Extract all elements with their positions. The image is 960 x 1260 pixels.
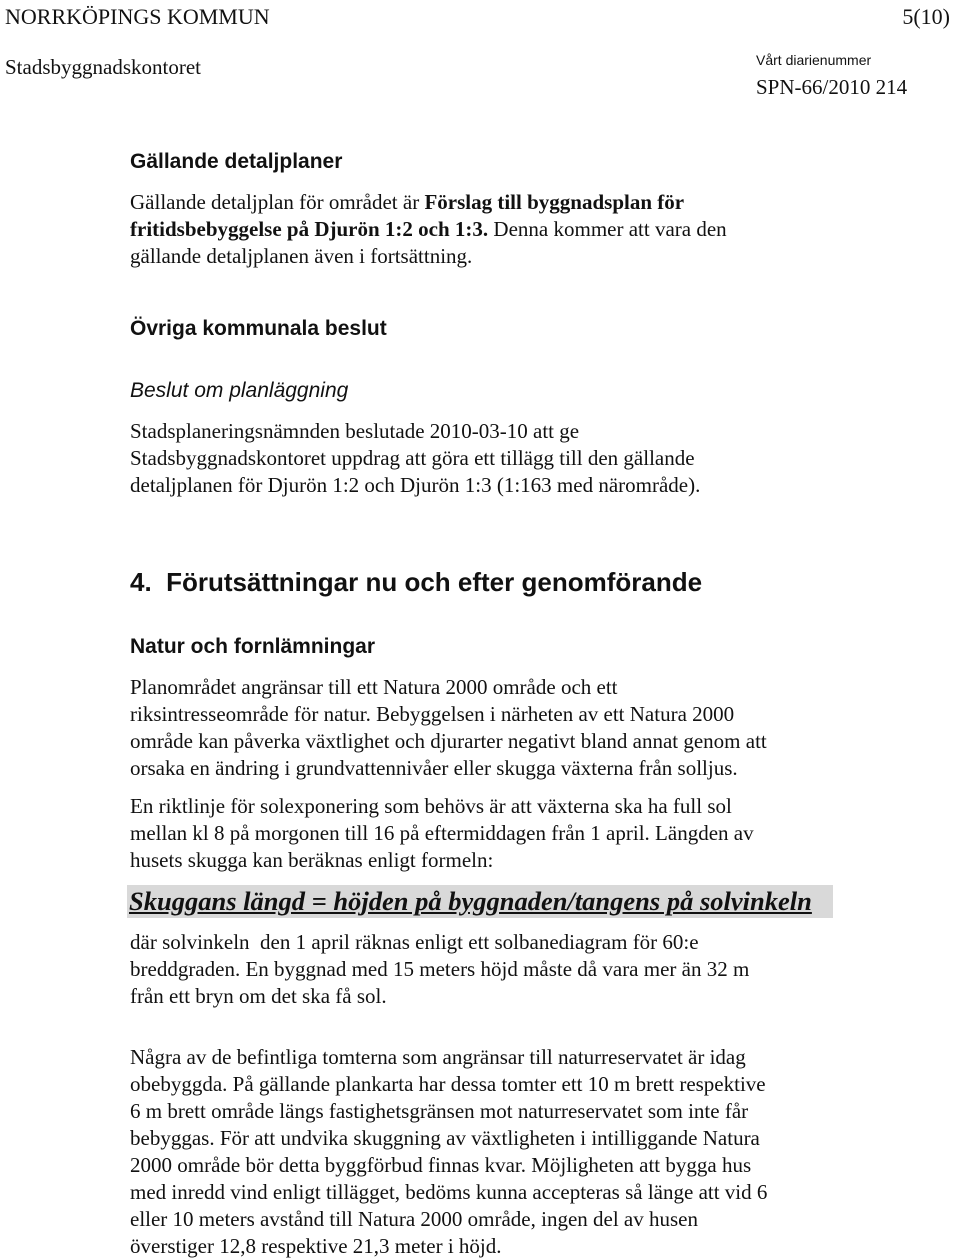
reference-number: SPN-66/2010 214 — [756, 75, 908, 99]
paragraph-line: mellan kl 8 på morgonen till 16 på eftermiddagen från 1 april. Längden av — [130, 821, 754, 845]
paragraph-line: Några av de befintliga tomterna som angränsar till naturreservatet är idag — [130, 1045, 746, 1069]
ovriga-line: Stadsbyggnadskontoret uppdrag att göra ett tillägg till den gällande — [130, 446, 695, 470]
paragraph-line: obebyggda. På gällande plankarta har dessa tomter ett 10 m brett respektive — [130, 1072, 766, 1096]
paragraph-line: breddgraden. En byggnad med 15 meters höjd måste då vara mer än 32 m — [130, 957, 750, 981]
paragraph-line: där solvinkeln den 1 april räknas enligt ett solbanediagram för 60:e — [130, 930, 699, 954]
paragraph-line: orsaka en ändring i grundvattennivåer eller skugga växterna från solljus. — [130, 756, 738, 780]
page-number: 5(10) — [902, 4, 950, 29]
paragraph-line: bebyggas. För att undvika skuggning av växtligheten i intilliggande Natura — [130, 1126, 760, 1150]
paragraph-line: överstiger 12,8 respektive 21,3 meter i höjd. — [130, 1234, 502, 1258]
gallande-plan-name-1: Förslag till byggnadsplan för — [424, 190, 685, 214]
paragraph-line: 6 m brett område längs fastighetsgränsen mot naturreservatet som inte får — [130, 1099, 749, 1123]
paragraph-line: med inredd vind enligt tillägget, bedöms kunna accepteras så länge att vid 6 — [130, 1180, 768, 1204]
ovriga-line: detaljplanen för Djurön 1:2 och Djurön 1:3 (1:163 med närområde). — [130, 473, 701, 497]
shadow-formula-text: Skuggans längd = höjden på byggnaden/tangens på solvinkeln — [129, 886, 812, 916]
paragraph-line: eller 10 meters avstånd till Natura 2000 område, ingen del av husen — [130, 1207, 698, 1231]
organization-name: NORRKÖPINGS KOMMUN — [5, 4, 270, 29]
paragraph-line: Planområdet angränsar till ett Natura 2000 område och ett — [130, 675, 618, 699]
department-name: Stadsbyggnadskontoret — [5, 55, 201, 79]
gallande-text-2: Denna kommer att vara den — [488, 217, 727, 241]
natur-paragraph-3 — [130, 929, 930, 1010]
reference-label: Vårt diarienummer — [756, 52, 872, 68]
paragraph-line: En riktlinje för solexponering som behövs är att växterna ska ha full sol — [130, 794, 732, 818]
gallande-paragraph — [130, 189, 930, 270]
paragraph-line: 2000 område bör detta byggförbud finnas kvar. Möjligheten att bygga hus — [130, 1153, 752, 1177]
natur-paragraph-2 — [130, 793, 930, 874]
paragraph-line: område kan påverka växtlighet och djurarter negativt bland annat genom att — [130, 729, 767, 753]
ovriga-paragraph — [130, 418, 930, 499]
gallande-text-3: gällande detaljplanen även i fortsättning. — [130, 244, 473, 268]
subheading-beslut: Beslut om planläggning — [130, 379, 349, 402]
paragraph-line: husets skugga kan beräknas enligt formeln: — [130, 848, 494, 872]
natur-paragraph-4 — [130, 1044, 930, 1260]
natur-paragraph-1 — [130, 674, 930, 782]
ovriga-line: Stadsplaneringsnämnden beslutade 2010-03-10 att ge — [130, 419, 580, 443]
section-heading-ovriga: Övriga kommunala beslut — [130, 317, 387, 340]
section-heading-gallande: Gällande detaljplaner — [130, 150, 343, 173]
gallande-text-1: Gällande detaljplan för området är — [130, 190, 425, 214]
paragraph-line: riksintresseområde för natur. Bebyggelsen i närheten av ett Natura 2000 — [130, 702, 735, 726]
shadow-formula — [127, 885, 833, 918]
gallande-plan-name-2: fritidsbebyggelse på Djurön 1:2 och 1:3. — [130, 217, 489, 241]
subheading-natur: Natur och fornlämningar — [130, 635, 376, 658]
paragraph-line: från ett bryn om det ska få sol. — [130, 984, 387, 1008]
chapter-heading: 4. Förutsättningar nu och efter genomförande — [130, 567, 703, 597]
